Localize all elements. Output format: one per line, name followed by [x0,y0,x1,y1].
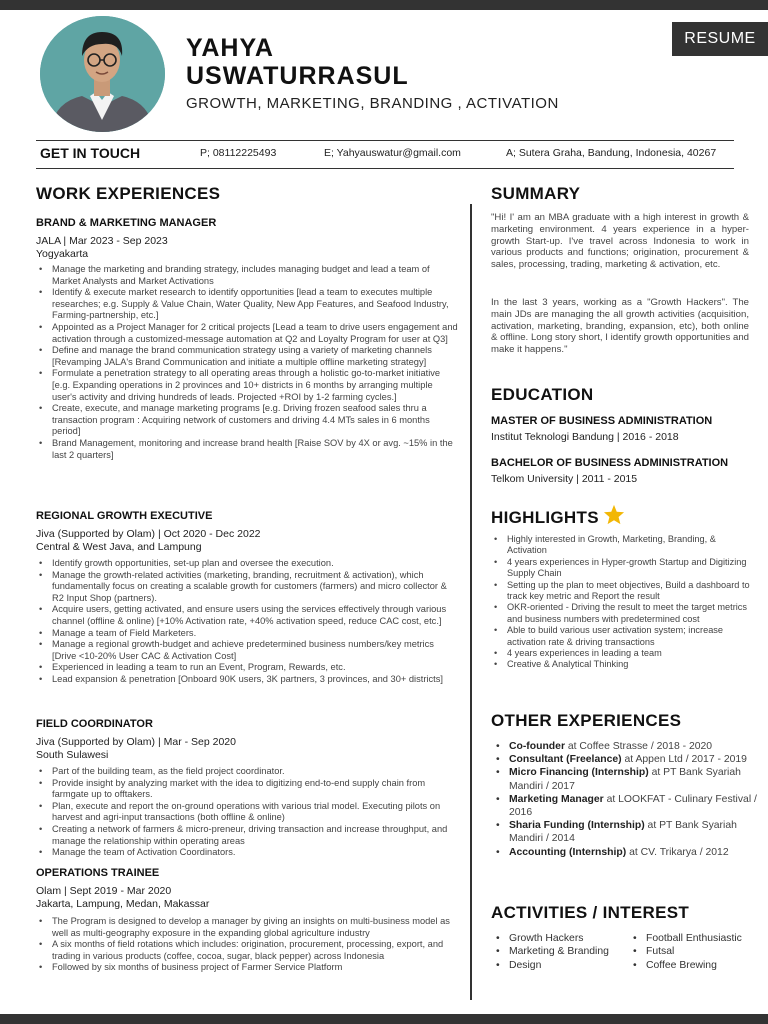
education-degree: BACHELOR OF BUSINESS ADMINISTRATION [491,457,729,469]
column-divider [470,204,472,1000]
list-item: • The Program is designed to develop a manager by giving an insights on multi-business model as well as multi-geography exposure in the expanding global agriculture industry [36,916,458,939]
other-role: Accounting (Internship) [509,846,627,858]
list-item: • Manage a team of Field Marketers. [36,628,458,640]
job-title: FIELD COORDINATOR [36,718,153,730]
list-item: • Setting up the plan to meet objectives, Build a dashboard to track key metric and Report the result [491,580,753,603]
highlights-title-text: HIGHLIGHTS [491,508,599,527]
contact-email: E; Yahyauswatur@gmail.com [324,147,461,159]
list-item: • Futsal [628,945,764,958]
list-item: • Provide insight by analyzing market with the idea to digitizing end-to-end supply chain from farmgate up to offtakers. [36,778,458,801]
list-item: • Growth Hackers [491,932,626,945]
list-item: • Creating a network of farmers & micro-preneur, driving transaction and increase throughput, and manage the relationship within operating areas [36,824,458,847]
job-location: Central & West Java, and Lampung [36,541,202,553]
education-school: Institut Teknologi Bandung | 2016 - 2018 [491,431,679,443]
list-item: • Highly interested in Growth, Marketing, Branding, & Activation [491,534,753,557]
list-item: • Marketing & Branding [491,945,626,958]
activities-title: ACTIVITIES / INTEREST [491,903,690,922]
resume-label: RESUME [672,22,768,56]
list-item: • Create, execute, and manage marketing programs [e.g. Driving frozen seafood sales thru a transaction program : Acquiring network of customers and driving 4.4 MTs sales in 6 months period] [36,403,458,438]
list-item: • Acquire users, getting activated, and ensure users using the services effectively through various channel (offline & online) [+10% Activation rate, +40% activation speed, reduce CAC cost, etc.] [36,604,458,627]
list-item [491,846,761,859]
job-bullets [36,558,458,686]
name-first: YAHYA [186,34,274,62]
list-item: • Design [491,959,626,972]
other-role: Marketing Manager [509,793,604,805]
job-location: South Sulawesi [36,749,109,761]
education-degree: MASTER OF BUSINESS ADMINISTRATION [491,415,713,427]
list-item: • Formulate a penetration strategy to all operating areas through a holistic go-to-market initiative [e.g. Expanding operations in 2 provinces and 10+ districts in 6 months by arranging multiple user's activity and driving hundreds of leads. Projected +ROI by 1-2 farming cycles.] [36,368,458,403]
list-item: • Followed by six months of business project of Farmer Service Platform [36,962,458,974]
other-role: Sharia Funding (Internship) [509,820,645,832]
contact-title: GET IN TOUCH [40,145,141,161]
activities-list-2 [628,932,764,972]
list-item: • Identify & execute market research to identify opportunities [lead a team to executes multiple researches; e.g. Supply & Value Chain, Water Quality, New App Features, and Seafood Industry, Farming-partnership, etc.] [36,287,458,322]
highlights-list [491,534,753,671]
other-role: Consultant (Freelance) [509,754,622,766]
list-item: • Manage the growth-related activities (marketing, branding, recruitment & activation), which fundamentally focus on creating a scalable growth for customers (farmers) and micro collector & R2 Input Shop (partners). [36,570,458,605]
list-item: • 4 years experiences in leading a team [491,648,753,659]
summary-title: SUMMARY [491,184,581,203]
list-item: • Coffee Brewing [628,959,764,972]
list-item [491,819,761,845]
other-detail: at PT Bank Syariah Mandiri / 2014 [509,820,737,845]
contact-phone: P; 08112225493 [200,147,277,159]
other-detail: at Coffee Strasse / 2018 - 2020 [564,741,713,752]
highlights-title [491,504,625,528]
list-item: • OKR-oriented - Driving the result to meet the target metrics and business numbers with predetermined cost [491,602,753,625]
job-company: JALA | Mar 2023 - Sep 2023 [36,235,168,247]
job-location: Jakarta, Lampung, Medan, Makassar [36,898,210,910]
list-item [491,793,761,819]
other-detail: at PT Bank Syariah Mandiri / 2017 [509,767,741,792]
summary-paragraph-2: In the last 3 years, working as a "Growth Hackers". The main JDs are managing the all growth activities (acquisition, activation, marketing, branding, expansion, etc), both online & offline. Long story short, I identify growth opportunities and make it happens." [491,297,749,356]
other-detail: at LOOKFAT - Culinary Festival / 2016 [509,793,757,819]
list-item: • Experienced in leading a team to run an Event, Program, Rewards, etc. [36,662,458,674]
list-item: • Creative & Analytical Thinking [491,659,753,670]
list-item [491,766,761,792]
other-detail: at Appen Ltd / 2017 - 2019 [621,754,747,766]
divider-bottom [36,168,734,169]
job-bullets [36,916,458,974]
education-title: EDUCATION [491,385,594,404]
avatar-illustration [40,16,165,132]
list-item: • Brand Management, monitoring and increase brand health [Raise SOV by 4X or avg. ~15% in the last 2 quarters] [36,438,458,461]
job-company: Olam | Sept 2019 - Mar 2020 [36,885,172,897]
name-last: USWATURRASUL [186,62,409,90]
bottom-bar [0,1014,768,1024]
star-icon [603,504,625,525]
profile-photo [40,16,165,132]
list-item [491,753,761,766]
list-item: • 4 years experiences in Hyper-growth Startup and Digitizing Supply Chain [491,557,753,580]
contact-address: A; Sutera Graha, Bandung, Indonesia, 40267 [506,147,717,159]
list-item: • Define and manage the brand communication strategy using a variety of marketing channels [Revamping JALA's Brand Communication and initiate a multiple offline marketing strategy] [36,345,458,368]
list-item: • Part of the building team, as the field project coordinator. [36,766,458,778]
job-bullets [36,766,458,859]
list-item: • Identify growth opportunities, set-up plan and oversee the execution. [36,558,458,570]
other-role: Co-founder [509,741,565,752]
other-experiences-title: OTHER EXPERIENCES [491,711,682,730]
divider-top [36,140,734,141]
work-title: WORK EXPERIENCES [36,184,221,203]
job-company: Jiva (Supported by Olam) | Mar - Sep 2020 [36,736,236,748]
role-title: GROWTH, MARKETING, BRANDING , ACTIVATION [186,95,559,112]
list-item [491,740,761,753]
list-item: • Manage the marketing and branding strategy, includes managing budget and lead a team of Market Analysts and Market Activations [36,264,458,287]
list-item: • Manage the team of Activation Coordinators. [36,847,458,859]
top-bar [0,0,768,10]
summary-paragraph-1: "Hi! I' am an MBA graduate with a high interest in growth & marketing environment. 4 years experience in a hyper-growth Start-up. I've travel across Indonesia to work in various products and functions; origination, procurement & sales, processing, trading, marketing & activation, etc. [491,212,749,271]
list-item: • A six months of field rotations which includes: origination, procurement, processing, export, and trading in various products (coffee, cocoa, sugar, black pepper) across Indonesia [36,939,458,962]
list-item: • Manage a regional growth-budget and achieve predetermined business numbers/key metrics [Drive <10-20% User CAC & Activation Cost] [36,639,458,662]
job-location: Yogyakarta [36,248,89,260]
list-item: • Football Enthusiastic [628,932,764,945]
other-experiences-list [491,740,761,859]
job-bullets [36,264,458,461]
list-item: • Appointed as a Project Manager for 2 critical projects [Lead a team to drive users engagement and activation through a customized-message automation at Q2 and Loyalty Program for user at Q3] [36,322,458,345]
activities-list-1 [491,932,626,972]
job-title: BRAND & MARKETING MANAGER [36,217,217,229]
job-title: OPERATIONS TRAINEE [36,867,160,879]
education-school: Telkom University | 2011 - 2015 [491,473,638,485]
list-item: • Able to build various user activation system; increase activation rate & driving transactions [491,625,753,648]
other-role: Micro Financing (Internship) [509,767,649,779]
job-company: Jiva (Supported by Olam) | Oct 2020 - Dec 2022 [36,528,261,540]
list-item: • Plan, execute and report the on-ground operations with various trial model. Executing pilots on harvest and agri-input transactions (both offline & online) [36,801,458,824]
full-name [186,34,409,90]
list-item: • Lead expansion & penetration [Onboard 90K users, 3K partners, 3 provinces, and 30+ districts] [36,674,458,686]
job-title: REGIONAL GROWTH EXECUTIVE [36,510,213,522]
other-detail: at CV. Trikarya / 2012 [626,846,729,858]
